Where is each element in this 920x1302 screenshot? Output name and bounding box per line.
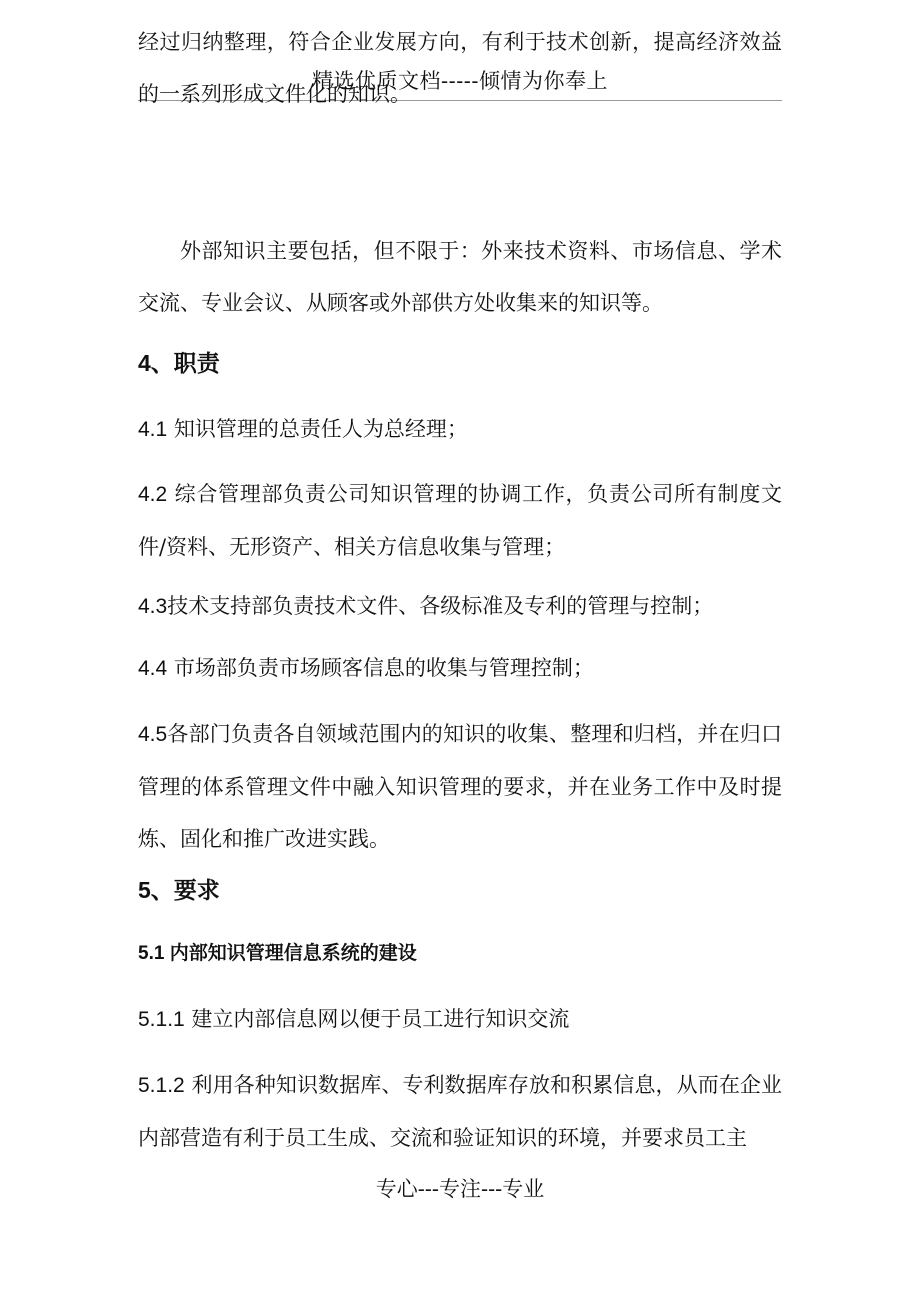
item-number: 4.3: [138, 595, 168, 618]
item-4-3: [138, 580, 782, 633]
item-text: 各部门负责各自领域范围内的知识的收集、整理和归档，并在归口管理的体系管理文件中融入知识管理的要求，并在业务工作中及时提炼、固化和推广改进实践。: [138, 722, 782, 851]
item-number: 5.1.1: [138, 1008, 185, 1031]
item-number: 4.1: [138, 418, 168, 441]
item-text: 综合管理部负责公司知识管理的协调工作，负责公司所有制度文件/资料、无形资产、相关方信息收集与管理；: [138, 482, 782, 559]
item-4-4: [138, 642, 782, 695]
item-text: 市场部负责市场顾客信息的收集与管理控制；: [173, 656, 594, 680]
item-number: 4.5: [138, 723, 168, 746]
page-header: 精选优质文档-----倾情为你奉上: [312, 69, 608, 93]
paragraph-internal-knowledge-cont: 经过归纳整理，符合企业发展方向，有利于技术创新，提高经济效益的一系列形成文件化的知识。: [138, 30, 782, 106]
section-5-1-title: 5.1 内部知识管理信息系统的建设: [138, 943, 417, 964]
page-footer: 专心---专注---专业: [375, 1177, 545, 1201]
section-5-title: 5、要求: [138, 877, 220, 903]
item-number: 5.1.2: [138, 1074, 185, 1097]
item-4-2: [138, 468, 782, 573]
item-number: 4.2: [138, 483, 168, 506]
item-4-5: [138, 708, 782, 865]
item-number: 4.4: [138, 657, 168, 680]
item-text: 建立内部信息网以便于员工进行知识交流: [191, 1007, 570, 1031]
paragraph-external-knowledge: 外部知识主要包括，但不限于：外来技术资料、市场信息、学术交流、专业会议、从顾客或外部供方处收集来的知识等。: [138, 239, 782, 315]
item-text: 利用各种知识数据库、专利数据库存放和积累信息，从而在企业内部营造有利于员工生成、交流和验证知识的环境，并要求员工主: [138, 1073, 782, 1150]
section-4-title: 4、职责: [138, 350, 220, 376]
item-text: 技术支持部负责技术文件、各级标准及专利的管理与控制；: [167, 594, 714, 618]
item-5-1-1: [138, 993, 782, 1046]
item-5-1-2: [138, 1059, 782, 1164]
item-4-1: [138, 403, 782, 456]
item-text: 知识管理的总责任人为总经理；: [173, 417, 468, 441]
